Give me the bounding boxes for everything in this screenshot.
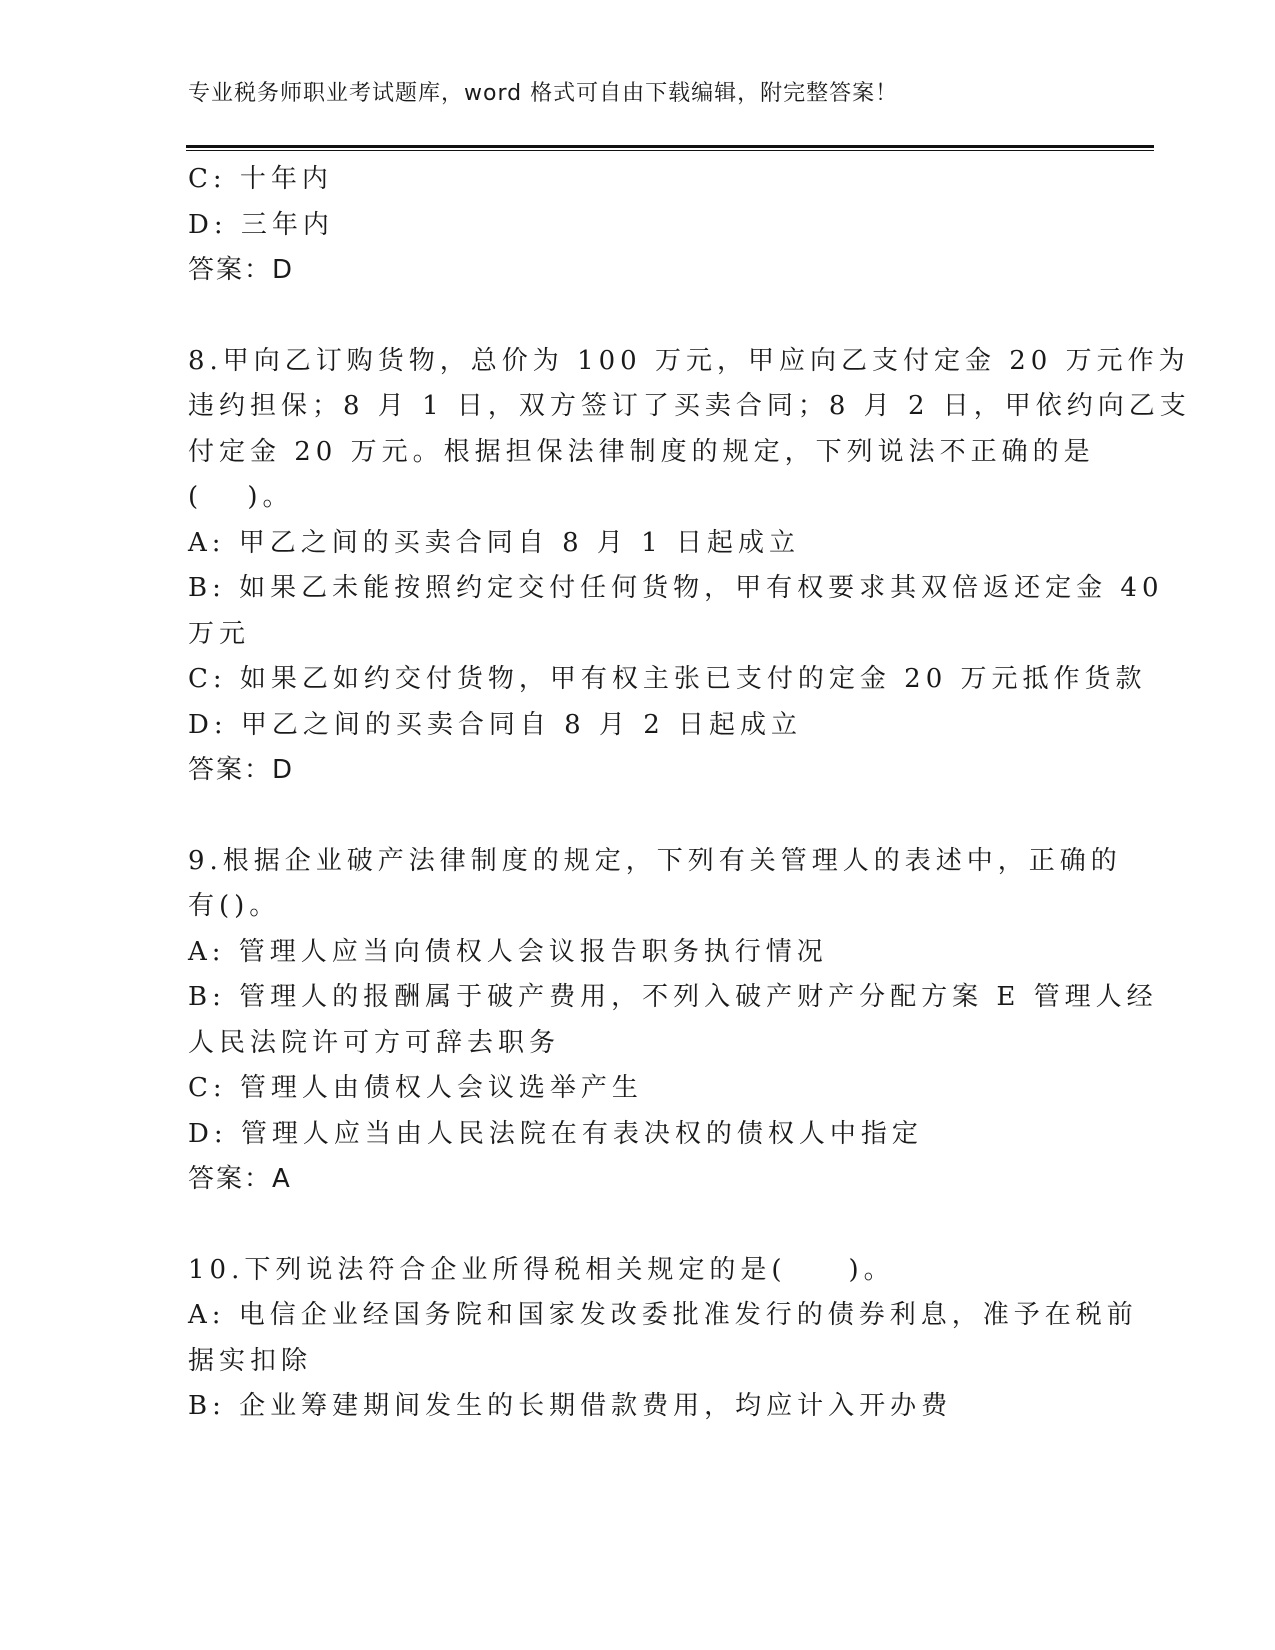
q8-option-c: C: 如果乙如约交付货物，甲有权主张已支付的定金 20 万元抵作货款 xyxy=(188,664,1147,694)
q9-option-c: C: 管理人由债权人会议选举产生 xyxy=(188,1073,643,1103)
q8-option-b-line-2: 万元 xyxy=(188,618,251,649)
q8-stem-line-3: 付定金 20 万元。根据担保法律制度的规定，下列说法不正确的是 xyxy=(188,436,1095,467)
q8-option-b-line-1: B: 如果乙未能按照约定交付任何货物，甲有权要求其双倍返还定金 40 xyxy=(188,573,1164,603)
q7-option-c: C: 十年内 xyxy=(188,164,333,194)
q8-stem-line-4: ( )。 xyxy=(188,482,294,512)
q9-answer: 答案：A xyxy=(188,1164,292,1194)
q9-option-d: D: 管理人应当由人民法院在有表决权的债权人中指定 xyxy=(188,1118,923,1149)
q8-option-a: A: 甲乙之间的买卖合同自 8 月 1 日起成立 xyxy=(188,527,800,558)
q10-option-a-line-2: 据实扣除 xyxy=(188,1345,313,1376)
q10-stem-line-1: 10.下列说法符合企业所得税相关规定的是( )。 xyxy=(188,1254,895,1285)
q8-stem-line-1: 8.甲向乙订购货物，总价为 100 万元，甲应向乙支付定金 20 万元作为 xyxy=(188,345,1190,376)
q9-stem-line-1: 9.根据企业破产法律制度的规定，下列有关管理人的表述中，正确的 xyxy=(188,845,1122,876)
q9-stem-line-2: 有()。 xyxy=(188,891,281,921)
q10-option-b: B: 企业筹建期间发生的长期借款费用，均应计入开办费 xyxy=(188,1391,953,1421)
header-rule-thin xyxy=(186,150,1154,151)
q9-option-b-line-1: B: 管理人的报酬属于破产费用，不列入破产财产分配方案 E 管理人经 xyxy=(188,982,1158,1012)
q7-option-d: D: 三年内 xyxy=(188,209,334,240)
page-header: 专业税务师职业考试题库，word 格式可自由下载编辑，附完整答案！ xyxy=(188,81,899,106)
q10-option-a-line-1: A: 电信企业经国务院和国家发改委批准发行的债券利息，准予在税前 xyxy=(188,1300,1138,1330)
spacer xyxy=(188,794,1088,839)
q7-answer: 答案：D xyxy=(188,255,295,285)
q8-option-d: D: 甲乙之间的买卖合同自 8 月 2 日起成立 xyxy=(188,709,803,740)
spacer xyxy=(188,294,1088,339)
q9-option-a: A: 管理人应当向债权人会议报告职务执行情况 xyxy=(188,936,828,967)
document-body xyxy=(188,157,1191,1430)
q9-option-b-line-2: 人民法院许可方可辞去职务 xyxy=(188,1027,561,1058)
q8-stem-line-2: 违约担保；8 月 1 日，双方签订了买卖合同；8 月 2 日，甲依约向乙支 xyxy=(188,391,1191,421)
q8-answer: 答案：D xyxy=(188,755,295,785)
header-rule-thick xyxy=(186,145,1154,148)
spacer xyxy=(188,1203,1088,1248)
